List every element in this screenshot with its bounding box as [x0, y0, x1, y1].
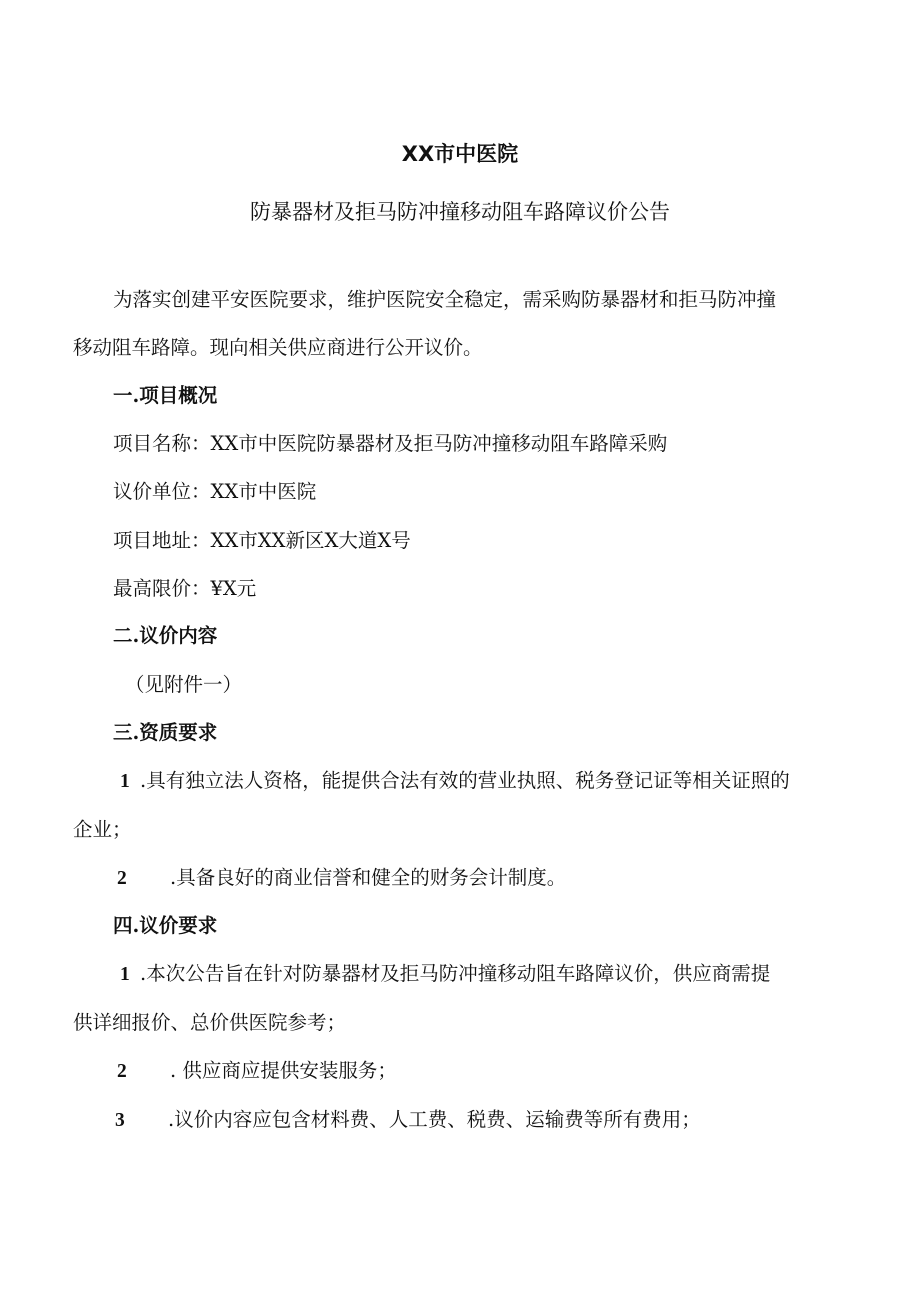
requirement-item-2-text: . 供应商应提供安装服务；: [170, 1059, 397, 1082]
requirement-item-2: [117, 1056, 397, 1087]
project-name: 项目名称：XX市中医院防暴器材及拒马防冲撞移动阻车路障采购: [113, 432, 668, 455]
document-subtitle: 防暴器材及拒马防冲撞移动阻车路障议价公告: [250, 200, 670, 224]
requirement-item-1-text: .本次公告旨在针对防暴器材及拒马防冲撞移动阻车路障议价，供应商需提: [140, 962, 771, 985]
qualification-item-2: [117, 863, 566, 894]
intro-paragraph-line-2: 移动阻车路障。现向相关供应商进行公开议价。: [73, 336, 483, 359]
bidding-unit: 议价单位：XX市中医院: [113, 480, 317, 503]
item-number: 3: [115, 1110, 125, 1131]
item-number: 1: [120, 771, 130, 792]
item-number: 2: [117, 868, 127, 889]
intro-paragraph-line-1: 为落实创建平安医院要求，维护医院安全稳定，需采购防暴器材和拒马防冲撞: [113, 288, 777, 311]
section-3-heading: 三.资质要求: [113, 721, 218, 744]
attachment-reference: （见附件一）: [125, 673, 243, 696]
item-number: 2: [117, 1061, 127, 1082]
qualification-item-1: [120, 766, 790, 797]
requirement-item-1-continued: 供详细报价、总价供医院参考；: [73, 1011, 347, 1034]
qualification-item-2-text: .具备良好的商业信誉和健全的财务会计制度。: [170, 866, 567, 889]
section-1-heading: 一.项目概况: [113, 384, 218, 407]
document-title: XX市中医院: [401, 142, 519, 166]
section-4-heading: 四.议价要求: [113, 914, 218, 937]
qualification-item-1-continued: 企业；: [73, 818, 132, 841]
item-number: 1: [120, 964, 130, 985]
project-address: 项目地址：XX市XX新区X大道X号: [113, 529, 411, 552]
requirement-item-1: [120, 959, 770, 990]
qualification-item-1-text: .具有独立法人资格，能提供合法有效的营业执照、税务登记证等相关证照的: [140, 769, 790, 792]
requirement-item-3: [115, 1105, 701, 1136]
max-price: 最高限价：¥X元: [113, 577, 257, 600]
section-2-heading: 二.议价内容: [113, 624, 218, 647]
requirement-item-3-text: .议价内容应包含材料费、人工费、税费、运输费等所有费用；: [168, 1108, 701, 1131]
